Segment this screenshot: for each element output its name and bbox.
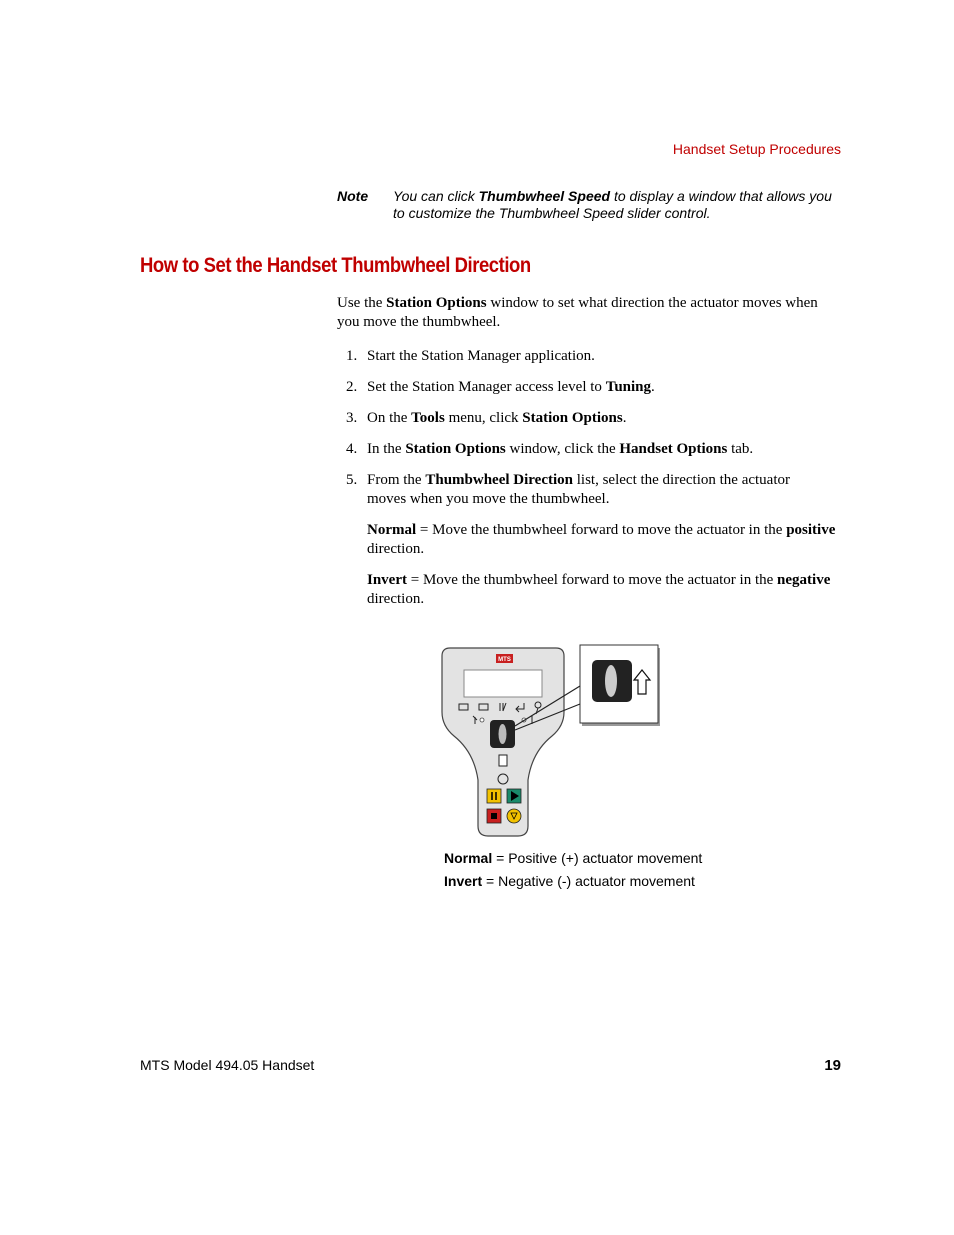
pause-button [487,789,501,803]
intro-paragraph [337,294,842,332]
step-text [367,347,827,366]
estop-button [507,809,521,823]
definition-text: direction. [367,591,425,607]
step-text-part: . [622,410,627,426]
display-screen [464,670,542,697]
step-text-bold: Station Options [522,410,623,426]
step-text-part: Start the Station Manager application. [367,348,595,364]
step-text-bold: Thumbwheel Direction [425,472,573,488]
caption-term: Invert [444,873,483,889]
caption-text: = Negative (-) actuator movement [482,873,695,889]
handset-figure [440,640,665,840]
section-title: How to Set the Handset Thumbwheel Direction [140,254,531,277]
step-5 [346,471,826,511]
definition-text: = Move the thumbwheel forward to move the actuator in the [407,572,778,588]
step-number: 3. [346,410,358,426]
step-text-part: menu, click [444,410,523,426]
intro-b: window to set what direction the actuator moves when you move the thumbwheel. [337,295,818,330]
page-number: 19 [824,1057,841,1074]
definition-normal [367,521,837,559]
note-text-a: You can click [393,188,479,204]
indicator-led [480,718,484,722]
step-text-bold: Tuning [605,379,652,395]
step-text [367,378,827,397]
step-number: 4. [346,441,358,457]
definition-text: direction. [367,541,425,557]
step-text-part: . [651,379,655,395]
definition-term: Normal [367,522,417,538]
step-text-part: list, select the direction the actuator moves when you move the thumbwheel. [367,472,791,507]
definition-invert [367,571,837,609]
step-text-part: From the [367,472,426,488]
caption-text: = Positive (+) actuator movement [492,850,703,866]
definition-bold: positive [786,522,836,538]
step-text-part: tab. [727,441,754,457]
logo-text: MTS [498,657,511,663]
caption-term: Normal [444,850,493,866]
key-icon [499,755,507,766]
step-number: 2. [346,379,358,395]
note-text-bold: Thumbwheel Speed [478,188,611,204]
intro-bold: Station Options [386,295,487,311]
note-text-b: to display a window that allows you to customize the Thumbwheel Speed slider control. [393,188,832,221]
step-number: 1. [346,348,358,364]
step-text-part: Set the Station Manager access level to [367,379,606,395]
stop-icon [491,813,497,819]
step-text-part: In the [367,441,406,457]
step-text-bold: Tools [411,410,445,426]
definition-text: = Move the thumbwheel forward to move the actuator in the [416,522,787,538]
step-text-part: On the [367,410,412,426]
running-head: Handset Setup Procedures [672,141,841,157]
definition-bold: negative [777,572,831,588]
note-text [393,188,843,222]
step-text [367,471,827,509]
figure-caption-invert [444,873,695,889]
note-label: Note [337,188,369,204]
definition-term: Invert [367,572,407,588]
step-text [367,440,827,459]
step-text-part: window, click the [505,441,620,457]
thumbwheel [499,724,507,744]
step-text-bold: Station Options [405,441,506,457]
intro-a: Use the [337,295,387,311]
thumbwheel-enlarged [605,665,617,697]
figure-caption-normal [444,850,702,866]
step-text [367,409,827,428]
step-number: 5. [346,472,358,488]
step-text-bold: Handset Options [619,441,728,457]
footer-title: MTS Model 494.05 Handset [140,1057,315,1073]
